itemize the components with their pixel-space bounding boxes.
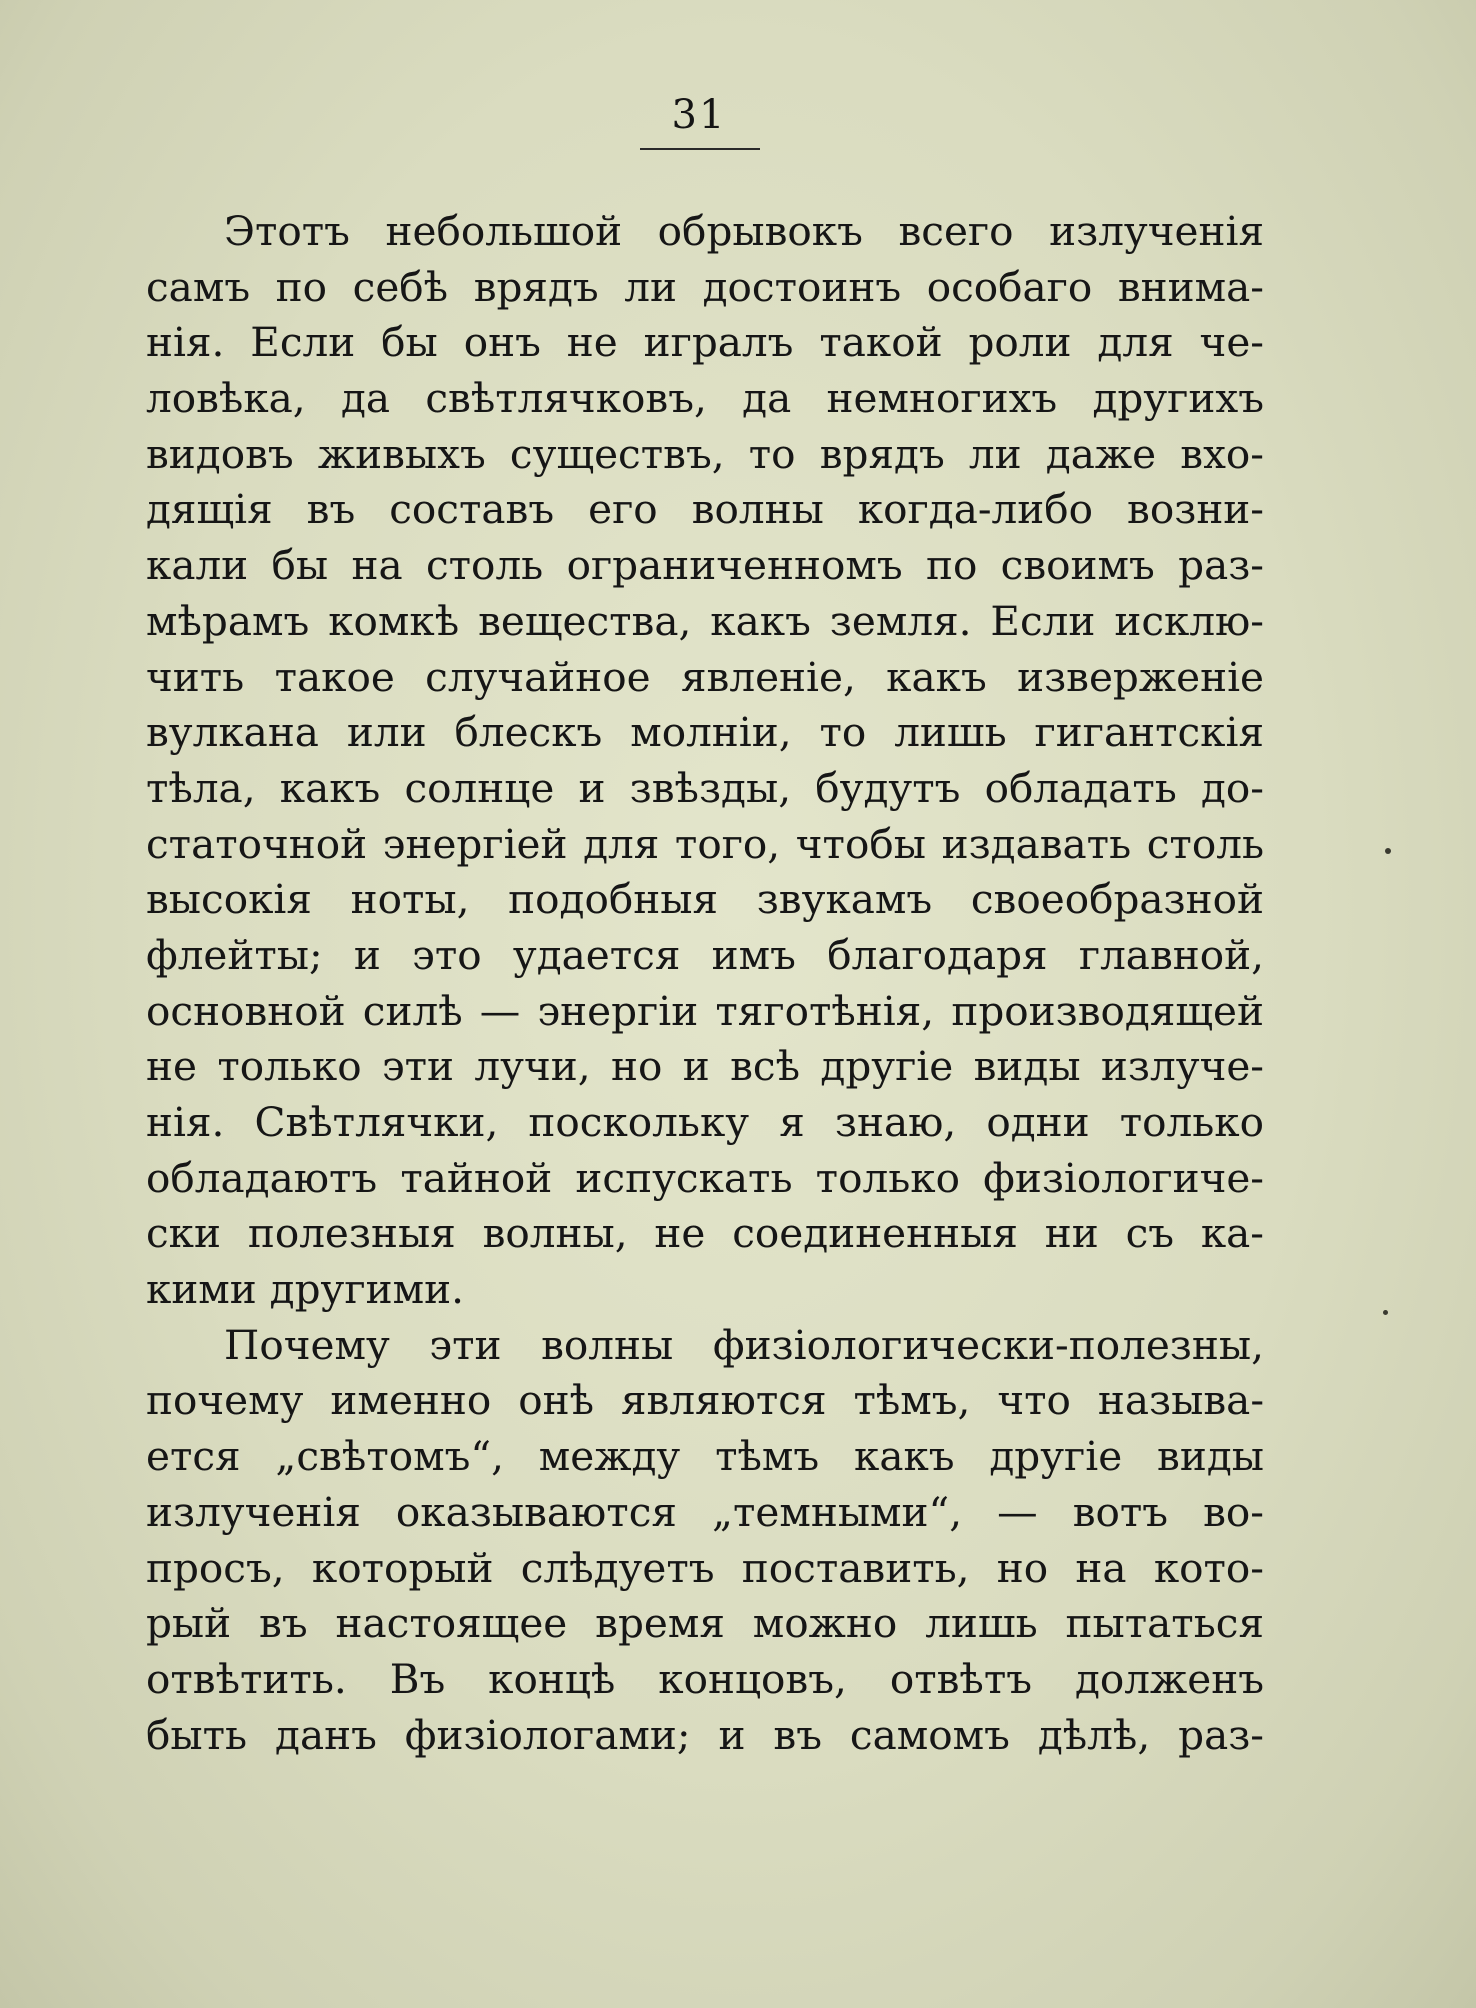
text-line: ловѣка, да свѣтлячковъ, да немногихъ другихъ xyxy=(146,374,1264,423)
text-line: чить такое случайное явленіе, какъ изверженіе xyxy=(146,652,1264,701)
text-line: кими другими. xyxy=(146,1265,464,1314)
text-line: не только эти лучи, но и всѣ другіе виды излуче- xyxy=(146,1042,1264,1091)
text-line: вулкана или блескъ молніи, то лишь гигантскія xyxy=(146,708,1264,757)
text-line: статочной энергіей для того, чтобы издавать столь xyxy=(146,819,1264,868)
page-number: 31 xyxy=(671,92,727,138)
text-line: основной силѣ — энергіи тяготѣнія, производящей xyxy=(146,986,1264,1035)
text-line: кали бы на столь ограниченномъ по своимъ раз- xyxy=(146,541,1264,590)
text-line: видовъ живыхъ существъ, то врядъ ли даже вхо- xyxy=(146,429,1264,478)
text-line: ется „свѣтомъ“, между тѣмъ какъ другіе виды xyxy=(146,1432,1264,1481)
text-line: обладаютъ тайной испускать только физіологиче- xyxy=(146,1153,1264,1202)
text-line: отвѣтить. Въ концѣ концовъ, отвѣтъ долженъ xyxy=(146,1654,1264,1703)
text-line: Почему эти волны физіологически-полезны, xyxy=(224,1320,1264,1369)
text-line: флейты; и это удается имъ благодаря главной, xyxy=(146,930,1264,979)
text-line: рый въ настоящее время можно лишь пытаться xyxy=(146,1599,1264,1648)
paper-speck xyxy=(1383,1310,1388,1315)
text-line: тѣла, какъ солнце и звѣзды, будутъ обладать до- xyxy=(146,763,1264,812)
text-line: быть данъ физіологами; и въ самомъ дѣлѣ, раз- xyxy=(146,1710,1264,1759)
text-line: просъ, который слѣдуетъ поставить, но на кото- xyxy=(146,1543,1264,1592)
body-text xyxy=(146,204,1264,1763)
text-line: дящія въ составъ его волны когда-либо возни- xyxy=(146,485,1264,534)
text-line: почему именно онѣ являются тѣмъ, что называ- xyxy=(146,1376,1264,1425)
text-line: высокія ноты, подобныя звукамъ своеобразной xyxy=(146,875,1264,924)
text-line: мѣрамъ комкѣ вещества, какъ земля. Если исклю- xyxy=(146,596,1264,645)
text-line: самъ по себѣ врядъ ли достоинъ особаго внима- xyxy=(146,262,1264,311)
page-number-rule xyxy=(640,148,760,150)
text-line: излученія оказываются „темными“, — вотъ во- xyxy=(146,1487,1264,1536)
paper-speck xyxy=(1385,848,1391,854)
text-line: нія. Свѣтлячки, поскольку я знаю, одни только xyxy=(146,1098,1264,1146)
text-line: ски полезныя волны, не соединенныя ни съ ка- xyxy=(146,1209,1264,1258)
text-line: Этотъ небольшой обрывокъ всего излученія xyxy=(224,207,1264,255)
text-line: нія. Если бы онъ не игралъ такой роли для че- xyxy=(146,318,1264,367)
